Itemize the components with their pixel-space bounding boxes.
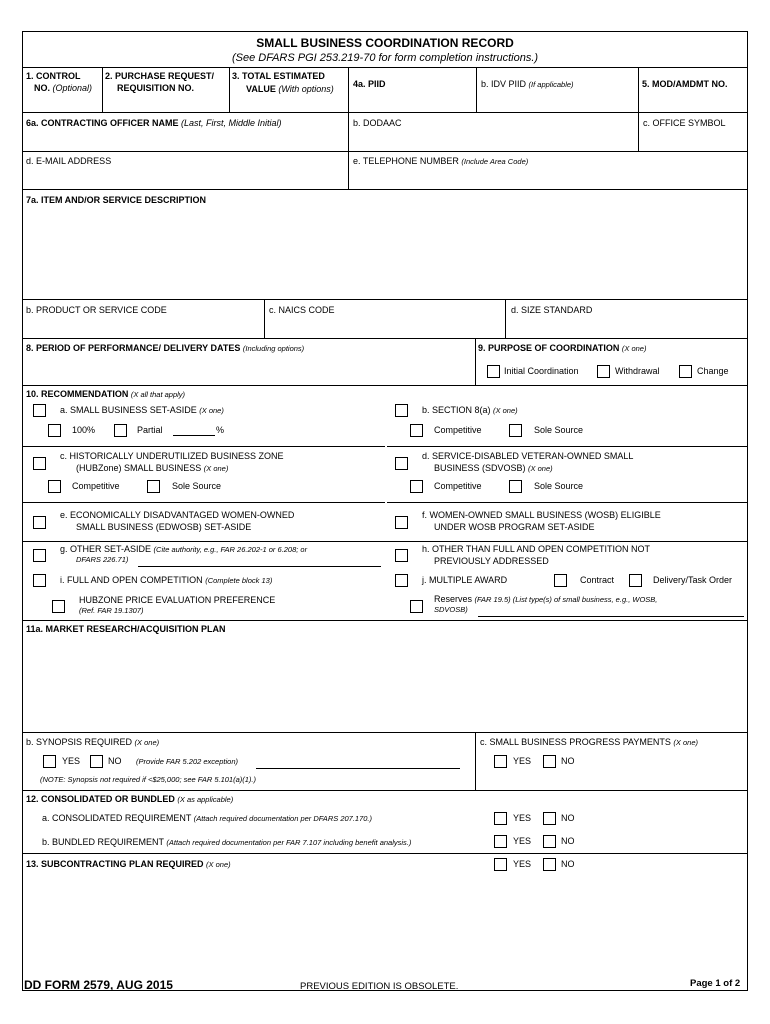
sdvosb-sole-label: Sole Source <box>534 481 584 491</box>
rule <box>22 732 748 733</box>
market-research-label: 11a. MARKET RESEARCH/ACQUISITION PLAN <box>26 624 226 634</box>
subcontracting-yes-label: YES <box>513 859 532 869</box>
telephone-hint: (Include Area Code) <box>461 157 529 166</box>
rule <box>22 338 748 339</box>
rule <box>22 541 748 542</box>
hubzone-competitive-checkbox[interactable] <box>48 480 61 493</box>
rule <box>505 299 506 338</box>
other-set-aside-hint: (Cite authority, e.g., FAR 26.202-1 or 6.208; or <box>153 545 308 554</box>
hubzone-price-checkbox[interactable] <box>52 600 65 613</box>
bundled-hint: (Attach required documentation per FAR 7.107 including benefit analysis.) <box>166 838 412 847</box>
delivery-task-order-checkbox[interactable] <box>629 574 642 587</box>
initial-coordination-checkbox[interactable] <box>487 365 500 378</box>
rule <box>387 502 748 503</box>
piid-label: 4a. PIID <box>353 79 386 89</box>
sdvosb-hint: (X one) <box>528 464 553 473</box>
reserves-checkbox[interactable] <box>410 600 423 613</box>
edwosb-label-2: SMALL BUSINESS (EDWOSB) SET-ASIDE <box>76 522 252 532</box>
email-label: d. E-MAIL ADDRESS <box>26 156 112 166</box>
set-aside-partial-checkbox[interactable] <box>114 424 127 437</box>
sdvosb-checkbox[interactable] <box>395 457 408 470</box>
rule <box>22 385 748 386</box>
rule <box>22 112 748 113</box>
bundled-yes-label: YES <box>513 836 532 846</box>
edwosb-checkbox[interactable] <box>33 516 46 529</box>
rule <box>22 299 748 300</box>
naics-code-label: c. NAICS CODE <box>269 305 335 315</box>
consolidated-yes-label: YES <box>513 813 532 823</box>
progress-no-checkbox[interactable] <box>543 755 556 768</box>
reserves-hint-2: SDVOSB) <box>434 605 468 614</box>
set-aside-100-label: 100% <box>72 425 96 435</box>
office-symbol-label: c. OFFICE SYMBOL <box>643 118 726 128</box>
other-than-full-open-checkbox[interactable] <box>395 549 408 562</box>
rule <box>22 67 748 68</box>
control-no-label-2: NO. <box>34 83 51 93</box>
page-number: Page 1 of 2 <box>690 978 741 989</box>
multiple-award-label: j. MULTIPLE AWARD <box>422 575 508 585</box>
rule <box>22 790 748 791</box>
withdrawal-checkbox[interactable] <box>597 365 610 378</box>
estimated-value-label: 3. TOTAL ESTIMATED <box>232 71 325 81</box>
other-set-aside-label: g. OTHER SET-ASIDE <box>60 544 152 554</box>
synopsis-label: b. SYNOPSIS REQUIRED <box>26 737 133 747</box>
consolidated-label: a. CONSOLIDATED REQUIREMENT <box>42 813 192 823</box>
rule <box>22 151 748 152</box>
telephone-label: e. TELEPHONE NUMBER <box>353 156 459 166</box>
subcontracting-no-label: NO <box>561 859 575 869</box>
wosb-checkbox[interactable] <box>395 516 408 529</box>
sdvosb-competitive-checkbox[interactable] <box>410 480 423 493</box>
period-performance-label: 8. PERIOD OF PERFORMANCE/ DELIVERY DATES <box>26 343 241 353</box>
rule <box>348 112 349 189</box>
hubzone-competitive-label: Competitive <box>72 481 120 491</box>
rule <box>387 446 748 447</box>
purpose-hint: (X one) <box>621 344 647 353</box>
full-open-hint: (Complete block 13) <box>205 576 273 585</box>
section-8a-sole-checkbox[interactable] <box>509 424 522 437</box>
estimated-value-label-2: VALUE <box>246 84 276 94</box>
change-label: Change <box>697 366 729 376</box>
initial-coordination-label: Initial Coordination <box>504 366 579 376</box>
edwosb-label: e. ECONOMICALLY DISADVANTAGED WOMEN-OWNED <box>60 510 295 520</box>
reserves-label: Reserves <box>434 594 473 604</box>
progress-payments-label: c. SMALL BUSINESS PROGRESS PAYMENTS <box>480 737 671 747</box>
contract-label: Contract <box>580 575 615 585</box>
subcontracting-plan-label: 13. SUBCONTRACTING PLAN REQUIRED <box>26 859 204 869</box>
progress-no-label: NO <box>561 756 575 766</box>
consolidated-yes-checkbox[interactable] <box>494 812 507 825</box>
rule <box>475 732 476 790</box>
hubzone-hint: (X one) <box>203 464 229 473</box>
rule <box>22 620 748 621</box>
synopsis-note: (NOTE: Synopsis not required if <$25,000; see FAR 5.101(a)(1).) <box>40 775 257 784</box>
rule <box>475 338 476 385</box>
subcontracting-no-checkbox[interactable] <box>543 858 556 871</box>
form-subtitle: (See DFARS PGI 253.219-70 for form completion instructions.) <box>231 52 539 64</box>
wosb-label: f. WOMEN-OWNED SMALL BUSINESS (WOSB) ELIGIBLE <box>422 510 661 520</box>
section-8a-label: b. SECTION 8(a) <box>422 405 491 415</box>
period-performance-hint: (Including options) <box>242 344 305 353</box>
mod-amdmt-label: 5. MOD/AMDMT NO. <box>642 79 728 89</box>
bundled-label: b. BUNDLED REQUIREMENT <box>42 837 164 847</box>
multiple-award-checkbox[interactable] <box>395 574 408 587</box>
rule <box>22 853 748 854</box>
rule <box>348 67 349 112</box>
set-aside-100-checkbox[interactable] <box>48 424 61 437</box>
full-open-checkbox[interactable] <box>33 574 46 587</box>
recommendation-hint: (X all that apply) <box>130 390 186 399</box>
bundled-yes-checkbox[interactable] <box>494 835 507 848</box>
change-checkbox[interactable] <box>679 365 692 378</box>
idv-piid-hint: (If applicable) <box>528 80 574 89</box>
rule <box>264 299 265 338</box>
other-than-full-open-label-2: PREVIOUSLY ADDRESSED <box>434 556 549 566</box>
reserves-hint: (FAR 19.5) (List type(s) of small business, e.g., WOSB, <box>474 595 658 604</box>
hubzone-label-2: (HUBZone) SMALL BUSINESS <box>76 463 202 473</box>
set-aside-partial-label: Partial <box>137 425 163 435</box>
dodaac-label: b. DODAAC <box>353 118 402 128</box>
consolidated-no-label: NO <box>561 813 575 823</box>
sdvosb-label-2: BUSINESS (SDVOSB) <box>434 463 526 473</box>
size-standard-label: d. SIZE STANDARD <box>511 305 593 315</box>
percent-sign: % <box>216 425 225 435</box>
other-set-aside-hint-2: DFARS 226.71) <box>76 555 129 564</box>
rule <box>22 502 385 503</box>
partial-percent-line[interactable] <box>173 435 215 436</box>
consolidated-bundled-label: 12. CONSOLIDATED OR BUNDLED <box>26 794 175 804</box>
purchase-request-label: 2. PURCHASE REQUEST/ <box>105 71 215 81</box>
hubzone-sole-checkbox[interactable] <box>147 480 160 493</box>
progress-payments-hint: (X one) <box>673 738 699 747</box>
purchase-request-label-2: REQUISITION NO. <box>117 83 195 93</box>
bundled-no-label: NO <box>561 836 575 846</box>
other-set-aside-checkbox[interactable] <box>33 549 46 562</box>
synopsis-no-label: NO <box>108 756 122 766</box>
form-number: DD FORM 2579, AUG 2015 <box>24 978 173 992</box>
rule <box>638 67 639 112</box>
set-aside-hint: (X one) <box>199 406 224 415</box>
contract-checkbox[interactable] <box>554 574 567 587</box>
section-8a-competitive-checkbox[interactable] <box>410 424 423 437</box>
other-than-full-open-label: h. OTHER THAN FULL AND OPEN COMPETITION NOT <box>422 544 651 554</box>
hubzone-price-label: HUBZONE PRICE EVALUATION PREFERENCE <box>79 595 276 605</box>
rule <box>638 112 639 151</box>
product-service-code-label: b. PRODUCT OR SERVICE CODE <box>26 305 167 315</box>
synopsis-yes-label: YES <box>62 756 81 766</box>
rule <box>22 446 385 447</box>
control-no-label: 1. CONTROL <box>26 71 81 81</box>
idv-piid-label: b. IDV PIID <box>481 79 527 89</box>
rule <box>476 67 477 112</box>
hubzone-price-hint: (Ref. FAR 19.1307) <box>79 606 144 615</box>
consolidated-hint: (Attach required documentation per DFARS 207.170.) <box>193 814 373 823</box>
section-8a-sole-label: Sole Source <box>534 425 584 435</box>
rule <box>102 67 103 112</box>
contracting-officer-label: 6a. CONTRACTING OFFICER NAME <box>26 118 179 128</box>
reserves-line[interactable] <box>478 616 744 617</box>
other-set-aside-line[interactable] <box>138 566 381 567</box>
sdvosb-sole-checkbox[interactable] <box>509 480 522 493</box>
set-aside-checkbox[interactable] <box>33 404 46 417</box>
bundled-no-checkbox[interactable] <box>543 835 556 848</box>
delivery-task-order-label: Delivery/Task Order <box>653 575 733 585</box>
section-8a-checkbox[interactable] <box>395 404 408 417</box>
sdvosb-competitive-label: Competitive <box>434 481 482 491</box>
withdrawal-label: Withdrawal <box>615 366 660 376</box>
rule <box>229 67 230 112</box>
wosb-label-2: UNDER WOSB PROGRAM SET-ASIDE <box>434 522 595 532</box>
consolidated-bundled-hint: (X as applicable) <box>177 795 234 804</box>
rule <box>22 189 748 190</box>
obsolete-notice: PREVIOUS EDITION IS OBSOLETE. <box>300 981 459 992</box>
recommendation-label: 10. RECOMMENDATION <box>26 389 129 399</box>
contracting-officer-hint: (Last, First, Middle Initial) <box>181 118 282 128</box>
hubzone-checkbox[interactable] <box>33 457 46 470</box>
purpose-label: 9. PURPOSE OF COORDINATION <box>478 343 620 353</box>
subcontracting-yes-checkbox[interactable] <box>494 858 507 871</box>
synopsis-hint: (X one) <box>134 738 160 747</box>
full-open-label: i. FULL AND OPEN COMPETITION <box>60 575 203 585</box>
estimated-value-hint: (With options) <box>278 84 334 94</box>
hubzone-label: c. HISTORICALLY UNDERUTILIZED BUSINESS ZONE <box>60 451 284 461</box>
synopsis-exception-line[interactable] <box>256 768 460 769</box>
sdvosb-label: d. SERVICE-DISABLED VETERAN-OWNED SMALL <box>422 451 634 461</box>
subcontracting-plan-hint: (X one) <box>206 860 231 869</box>
section-8a-hint: (X one) <box>493 406 518 415</box>
hubzone-sole-label: Sole Source <box>172 481 222 491</box>
section-8a-competitive-label: Competitive <box>434 425 482 435</box>
item-description-label: 7a. ITEM AND/OR SERVICE DESCRIPTION <box>26 195 207 205</box>
progress-yes-label: YES <box>513 756 532 766</box>
synopsis-yes-checkbox[interactable] <box>43 755 56 768</box>
control-no-hint: (Optional) <box>52 83 93 93</box>
consolidated-no-checkbox[interactable] <box>543 812 556 825</box>
progress-yes-checkbox[interactable] <box>494 755 507 768</box>
set-aside-label: a. SMALL BUSINESS SET-ASIDE <box>60 405 197 415</box>
synopsis-exception-hint: (Provide FAR 5.202 exception) <box>136 757 238 766</box>
form-title: SMALL BUSINESS COORDINATION RECORD <box>256 36 514 50</box>
synopsis-no-checkbox[interactable] <box>90 755 103 768</box>
